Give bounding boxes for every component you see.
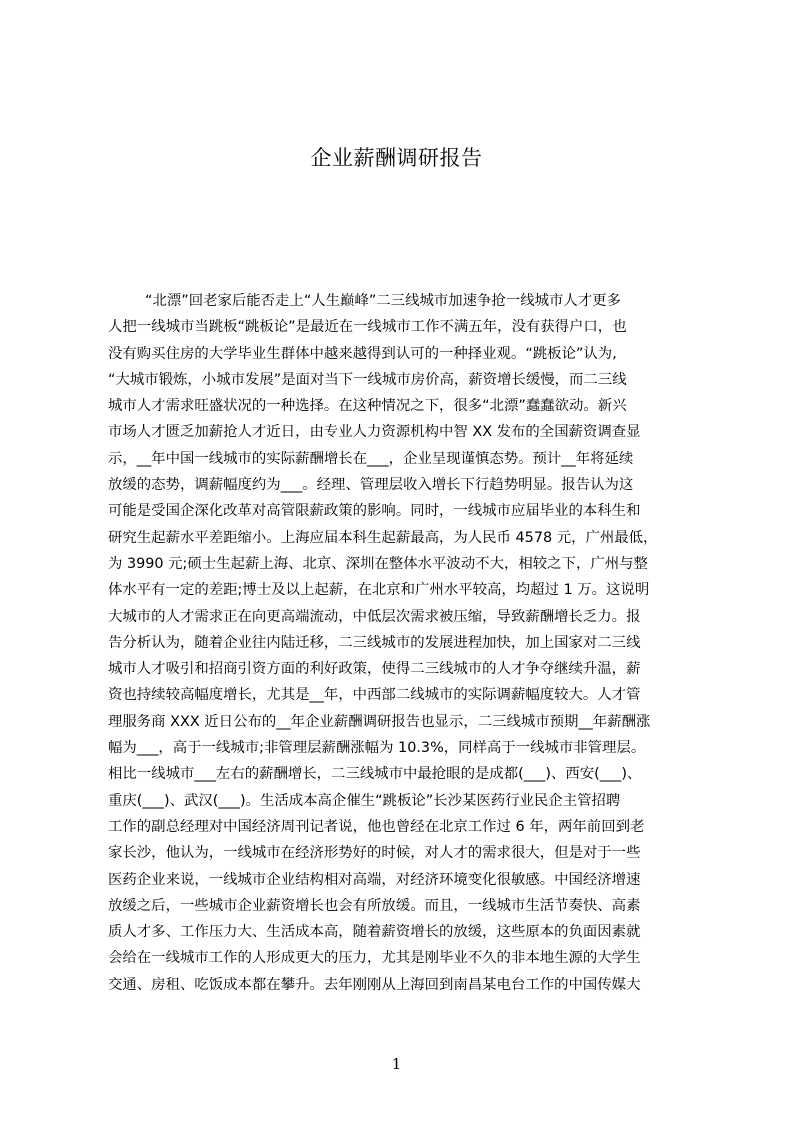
paragraph-line: 相比一线城市___左右的薪酬增长，二三线城市中最抢眼的是成都(___)、西安(___)、 [108,766,642,783]
document-body [108,288,700,998]
paragraph-line: “大城市锻炼，小城市发展”是面对当下一线城市房价高，薪资增长缓慢，而二三线 [108,371,627,388]
paragraph-line: 研究生起薪水平差距缩小。上海应届本科生起薪最高，为人民币 4578 元，广州最低， [108,529,658,546]
paragraph-line: 医药企业来说，一线城市企业结构相对高端，对经济环境变化很敏感。中国经济增速 [108,871,641,888]
paragraph-line: 资也持续较高幅度增长，尤其是__年，中西部二线城市的实际调薪幅度较大。人才管 [108,687,641,704]
paragraph-line: 放缓之后，一些城市企业薪资增长也会有所放缓。而且，一线城市生活节奏快、高素 [108,897,641,914]
paragraph-line: 会给在一线城市工作的人形成更大的压力，尤其是刚毕业不久的非本地生源的大学生 [108,950,641,967]
paragraph-line: 城市人才吸引和招商引资方面的利好政策，使得二三线城市的人才争夺继续升温，薪 [108,661,641,678]
page-number: 1 [391,1055,402,1073]
document-title: 企业薪酬调研报告 [310,146,483,170]
paragraph-line: 大城市的人才需求正在向更高端流动，中低层次需求被压缩，导致薪酬增长乏力。报 [108,608,641,625]
paragraph-line: 理服务商 XXX 近日公布的__年企业薪酬调研报告也显示，二三线城市预期__年薪酬涨 [108,713,651,730]
paragraph-line: 质人才多、工作压力大、生活成本高，随着薪资增长的放缓，这些原本的负面因素就 [108,924,641,941]
paragraph-line: 告分析认为，随着企业往内陆迁移，二三线城市的发展进程加快，加上国家对二三线 [108,634,641,651]
paragraph-line: 示，__年中国一线城市的实际薪酬增长在___，企业呈现谨慎态势。预计__年将延续 [108,450,634,467]
paragraph-line: 市场人才匮乏加薪抢人才近日，由专业人力资源机构中智 XX 发布的全国薪资调查显 [108,424,641,441]
paragraph-line: “北漂”回老家后能否走上“人生巅峰”二三线城市加速争抢一线城市人才更多 [145,293,621,309]
paragraph-line: 工作的副总经理对中国经济周刊记者说，他也曾经在北京工作过 6 年，两年前回到老 [108,818,645,835]
paragraph-line: 家长沙，他认为，一线城市在经济形势好的时候，对人才的需求很大，但是对于一些 [108,845,641,862]
paragraph-line: 幅为___，高于一线城市;非管理层薪酬涨幅为 10.3%，同样高于一线城市非管理层。 [108,740,646,757]
paragraph-line: 没有购买住房的大学毕业生群体中越来越得到认可的一种择业观。“跳板论”认为, [108,345,617,362]
paragraph-line: 可能是受国企深化改革对高管限薪政策的影响。同时，一线城市应届毕业的本科生和 [108,503,641,520]
paragraph-line: 重庆(___)、武汉(___)。生活成本高企催生“跳板论”长沙某医药行业民企主管招聘 [108,792,621,809]
paragraph-line: 为 3990 元;硕士生起薪上海、北京、深圳在整体水平波动不大，相较之下，广州与整 [108,555,648,572]
paragraph-line: 交通、房租、吃饭成本都在攀升。去年刚刚从上海回到南昌某电台工作的中国传媒大 [108,976,641,993]
paragraph-line: 体水平有一定的差距;博士及以上起薪，在北京和广州水平较高，均超过 1 万。这说明 [108,582,650,599]
paragraph-line: 城市人才需求旺盛状况的一种选择。在这种情况之下，很多“北漂”蠢蠢欲动。新兴 [108,398,627,415]
paragraph-line: 放缓的态势，调薪幅度约为___。经理、管理层收入增长下行趋势明显。报告认为这 [108,477,634,494]
paragraph-line: 人把一线城市当跳板“跳板论”是最近在一线城市工作不满五年，没有获得户口，也 [108,319,627,336]
